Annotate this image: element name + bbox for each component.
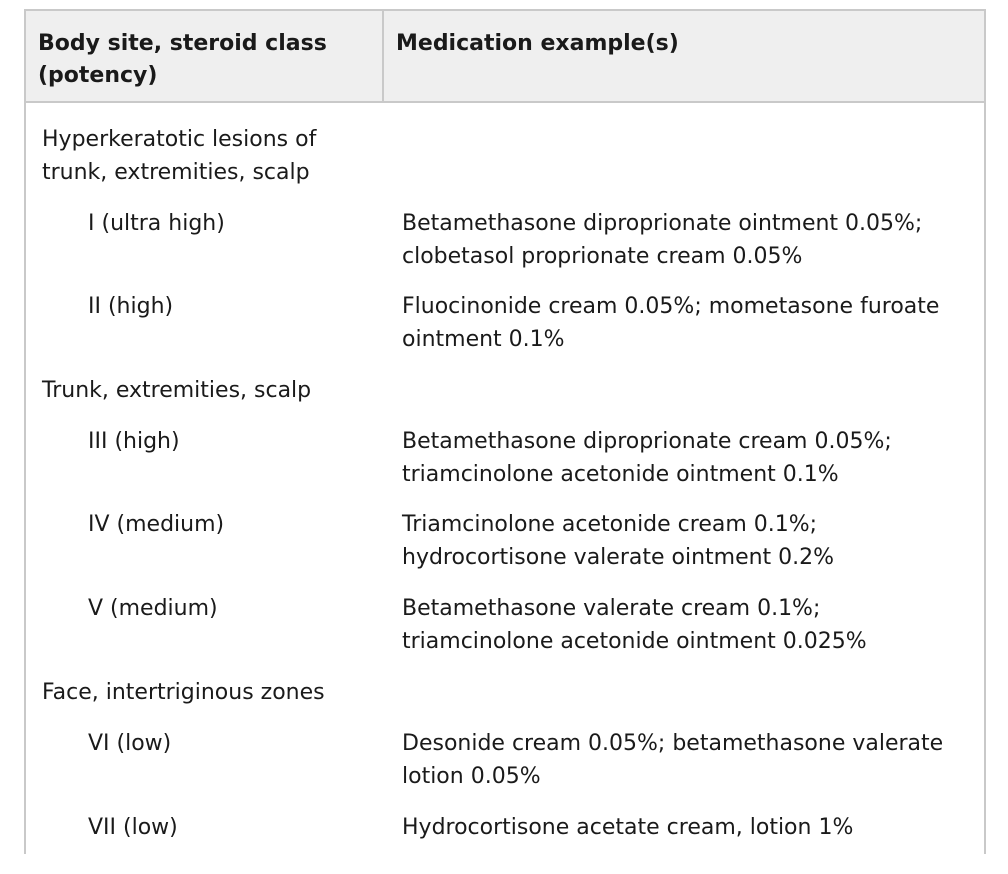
header-column-divider (382, 11, 384, 101)
group-label: Face, intertriginous zones (42, 680, 325, 705)
steroid-class: VII (low) (88, 815, 178, 840)
steroid-class: VI (low) (88, 731, 172, 756)
medication-examples: Desonide cream 0.05%; betamethasone valerate lotion 0.05% (402, 731, 944, 789)
steroid-class: IV (medium) (88, 512, 225, 537)
table-header (26, 11, 984, 103)
steroid-potency-table (24, 9, 986, 854)
medication-examples: Betamethasone diproprionate cream 0.05%; triamcinolone acetonide ointment 0.1% (402, 429, 892, 487)
steroid-class: I (ultra high) (88, 211, 225, 236)
header-medication-examples: Medication example(s) (396, 31, 679, 56)
steroid-class: V (medium) (88, 596, 218, 621)
group-label: Hyperkeratotic lesions of trunk, extremities, scalp (42, 127, 317, 185)
steroid-class: II (high) (88, 294, 174, 319)
steroid-class: III (high) (88, 429, 180, 454)
medication-examples: Betamethasone diproprionate ointment 0.05%; clobetasol proprionate cream 0.05% (402, 211, 923, 269)
medication-examples: Hydrocortisone acetate cream, lotion 1% (402, 815, 854, 840)
medication-examples: Fluocinonide cream 0.05%; mometasone furoate ointment 0.1% (402, 294, 940, 352)
header-body-site-class: Body site, steroid class (potency) (38, 31, 327, 88)
group-label: Trunk, extremities, scalp (42, 378, 312, 403)
medication-examples: Triamcinolone acetonide cream 0.1%; hydrocortisone valerate ointment 0.2% (402, 512, 835, 570)
medication-examples: Betamethasone valerate cream 0.1%; triamcinolone acetonide ointment 0.025% (402, 596, 867, 654)
